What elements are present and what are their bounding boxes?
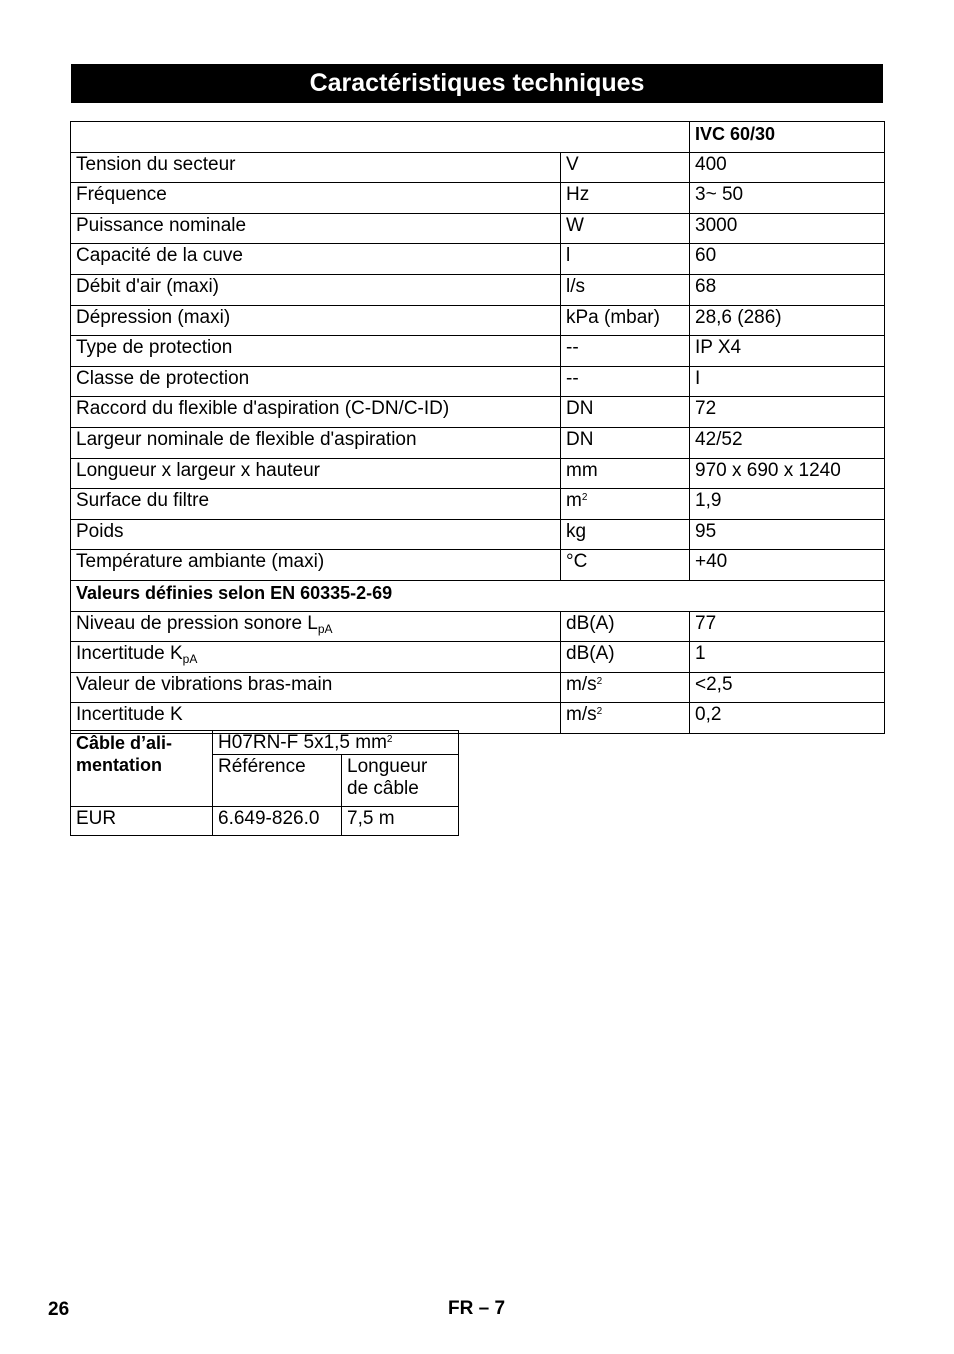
spec-unit-text: kPa (mbar)	[566, 306, 660, 328]
spec-value-text: IP X4	[695, 337, 742, 359]
spec-value-text: +40	[695, 551, 728, 573]
cable-label	[71, 731, 213, 807]
spec-value	[690, 397, 885, 428]
table-row	[71, 366, 885, 397]
table-row	[71, 336, 885, 367]
spec-value	[690, 489, 885, 520]
spec-label-text: Incertitude K	[76, 704, 183, 726]
spec-unit-text: l	[566, 245, 571, 267]
cable-type-sup: 2	[386, 734, 393, 745]
cable-type-text: H07RN-F 5x1,5 mm	[218, 732, 387, 753]
spec-label	[71, 274, 561, 305]
spec-unit-text: W	[566, 214, 584, 236]
spec-unit-text: l/s	[566, 275, 585, 297]
spec-unit	[561, 550, 690, 581]
table-row	[71, 183, 885, 214]
spec-value-text: 60	[695, 245, 717, 267]
spec-value	[690, 152, 885, 183]
spec-label-text: Niveau de pression sonore L	[76, 612, 318, 634]
spec-unit	[561, 305, 690, 336]
spec-label-text: Surface du filtre	[76, 490, 210, 512]
spec-value	[690, 366, 885, 397]
spec-unit-sup: 2	[596, 706, 603, 718]
spec-unit	[561, 519, 690, 550]
spec-unit-sup: 2	[581, 492, 588, 504]
spec-value-text: 77	[695, 612, 717, 634]
spec-value-text: 1,9	[695, 490, 722, 512]
header-empty-cell	[71, 122, 690, 153]
spec-label-text: Tension du secteur	[76, 153, 236, 175]
spec-value	[690, 305, 885, 336]
spec-label	[71, 672, 561, 703]
spec-value-text: 42/52	[695, 428, 743, 450]
spec-value	[690, 672, 885, 703]
spec-label-text: Dépression (maxi)	[76, 306, 231, 328]
spec-label	[71, 550, 561, 581]
spec-label-sub: pA	[182, 652, 198, 667]
spec-label-text: Puissance nominale	[76, 214, 247, 236]
spec-value	[690, 611, 885, 642]
spec-value	[690, 183, 885, 214]
spec-value	[690, 458, 885, 489]
spec-label	[71, 489, 561, 520]
table-row	[71, 274, 885, 305]
table-row	[71, 427, 885, 458]
cable-type	[213, 731, 459, 755]
cable-region: EUR	[71, 807, 213, 836]
spec-unit-text: Hz	[566, 184, 590, 206]
table-row	[71, 152, 885, 183]
spec-unit	[561, 397, 690, 428]
spec-value-text: 0,2	[695, 704, 722, 726]
spec-label-text: Valeur de vibrations bras-main	[76, 673, 333, 695]
spec-value-text: 970 x 690 x 1240	[695, 459, 841, 481]
cable-length: 7,5 m	[342, 807, 459, 836]
spec-label	[71, 244, 561, 275]
spec-label	[71, 427, 561, 458]
table-row	[71, 458, 885, 489]
section-label: Valeurs définies selon EN 60335-2-69	[71, 580, 885, 611]
spec-unit	[561, 427, 690, 458]
spec-unit-text: --	[566, 367, 579, 389]
page-reference: FR – 7	[448, 1298, 506, 1319]
table-row	[71, 213, 885, 244]
spec-unit-text: kg	[566, 520, 587, 542]
spec-unit	[561, 183, 690, 214]
spec-value	[690, 336, 885, 367]
spec-label	[71, 642, 561, 673]
spec-unit	[561, 152, 690, 183]
section-row	[71, 580, 885, 611]
spec-unit	[561, 703, 690, 734]
table-header-row	[71, 122, 885, 153]
spec-label	[71, 305, 561, 336]
spec-label-text: Classe de protection	[76, 367, 250, 389]
spec-unit	[561, 489, 690, 520]
spec-label-text: Température ambiante (maxi)	[76, 551, 325, 573]
page-title: Caractéristiques techniques	[71, 64, 883, 103]
spec-unit-text: DN	[566, 428, 594, 450]
spec-label-text: Largeur nominale de flexible d'aspiration	[76, 428, 417, 450]
spec-label-sub: pA	[317, 621, 333, 636]
spec-value	[690, 519, 885, 550]
spec-unit-text: dB(A)	[566, 612, 615, 634]
length-column-header: Longueur de câble	[342, 755, 459, 807]
spec-unit	[561, 458, 690, 489]
spec-value	[690, 213, 885, 244]
spec-unit	[561, 366, 690, 397]
table-row	[71, 672, 885, 703]
spec-unit	[561, 672, 690, 703]
spec-value-text: 28,6 (286)	[695, 306, 782, 328]
spec-unit-text: --	[566, 337, 579, 359]
spec-value	[690, 703, 885, 734]
spec-label	[71, 458, 561, 489]
spec-label-text: Capacité de la cuve	[76, 245, 243, 267]
spec-unit-sup: 2	[596, 675, 603, 687]
spec-value-text: I	[695, 367, 701, 389]
spec-value-text: 68	[695, 275, 717, 297]
spec-label-text: Type de protection	[76, 337, 233, 359]
spec-label	[71, 519, 561, 550]
table-row	[71, 519, 885, 550]
spec-label	[71, 183, 561, 214]
spec-value	[690, 550, 885, 581]
spec-label-text: Incertitude K	[76, 643, 183, 665]
cable-reference: 6.649-826.0	[213, 807, 342, 836]
spec-value	[690, 244, 885, 275]
spec-unit	[561, 274, 690, 305]
spec-value	[690, 427, 885, 458]
page-number: 26	[48, 1299, 70, 1320]
spec-unit-text: m/s	[566, 673, 597, 695]
spec-value-text: 400	[695, 153, 727, 175]
table-row	[71, 703, 885, 734]
specifications-table	[70, 121, 885, 734]
spec-unit-text: mm	[566, 459, 598, 481]
spec-unit-text: V	[566, 153, 579, 175]
spec-label	[71, 611, 561, 642]
spec-value-text: 95	[695, 520, 717, 542]
spec-label-text: Fréquence	[76, 184, 167, 206]
spec-unit-text: m/s	[566, 704, 597, 726]
power-cable-table	[70, 730, 459, 836]
spec-unit	[561, 611, 690, 642]
spec-value-text: 3000	[695, 214, 738, 236]
spec-label-text: Poids	[76, 520, 124, 542]
spec-unit-text: DN	[566, 398, 594, 420]
table-row	[71, 489, 885, 520]
model-header: IVC 60/30	[690, 122, 885, 153]
spec-value	[690, 642, 885, 673]
spec-value-text: 1	[695, 643, 706, 665]
spec-value-text: 72	[695, 398, 717, 420]
spec-label	[71, 213, 561, 244]
spec-label	[71, 397, 561, 428]
spec-label-text: Débit d'air (maxi)	[76, 275, 219, 297]
spec-unit-text: m	[566, 490, 582, 512]
reference-column-header: Référence	[213, 755, 342, 807]
spec-label	[71, 366, 561, 397]
spec-label-text: Raccord du flexible d'aspiration (C-DN/C-ID)	[76, 398, 450, 420]
spec-unit-text: °C	[566, 551, 588, 573]
spec-label-text: Longueur x largeur x hauteur	[76, 459, 320, 481]
table-row	[71, 397, 885, 428]
spec-unit	[561, 244, 690, 275]
spec-unit-text: dB(A)	[566, 643, 615, 665]
spec-unit	[561, 642, 690, 673]
spec-value	[690, 274, 885, 305]
spec-value-text: <2,5	[695, 673, 733, 695]
spec-unit	[561, 213, 690, 244]
table-row	[71, 611, 885, 642]
spec-label	[71, 336, 561, 367]
spec-unit	[561, 336, 690, 367]
spec-label	[71, 152, 561, 183]
spec-label	[71, 703, 561, 734]
table-row	[71, 550, 885, 581]
spec-value-text: 3~ 50	[695, 184, 744, 206]
cable-label-text: Câble d’ali-mentation	[76, 733, 173, 775]
table-row	[71, 244, 885, 275]
table-row	[71, 642, 885, 673]
table-row	[71, 305, 885, 336]
